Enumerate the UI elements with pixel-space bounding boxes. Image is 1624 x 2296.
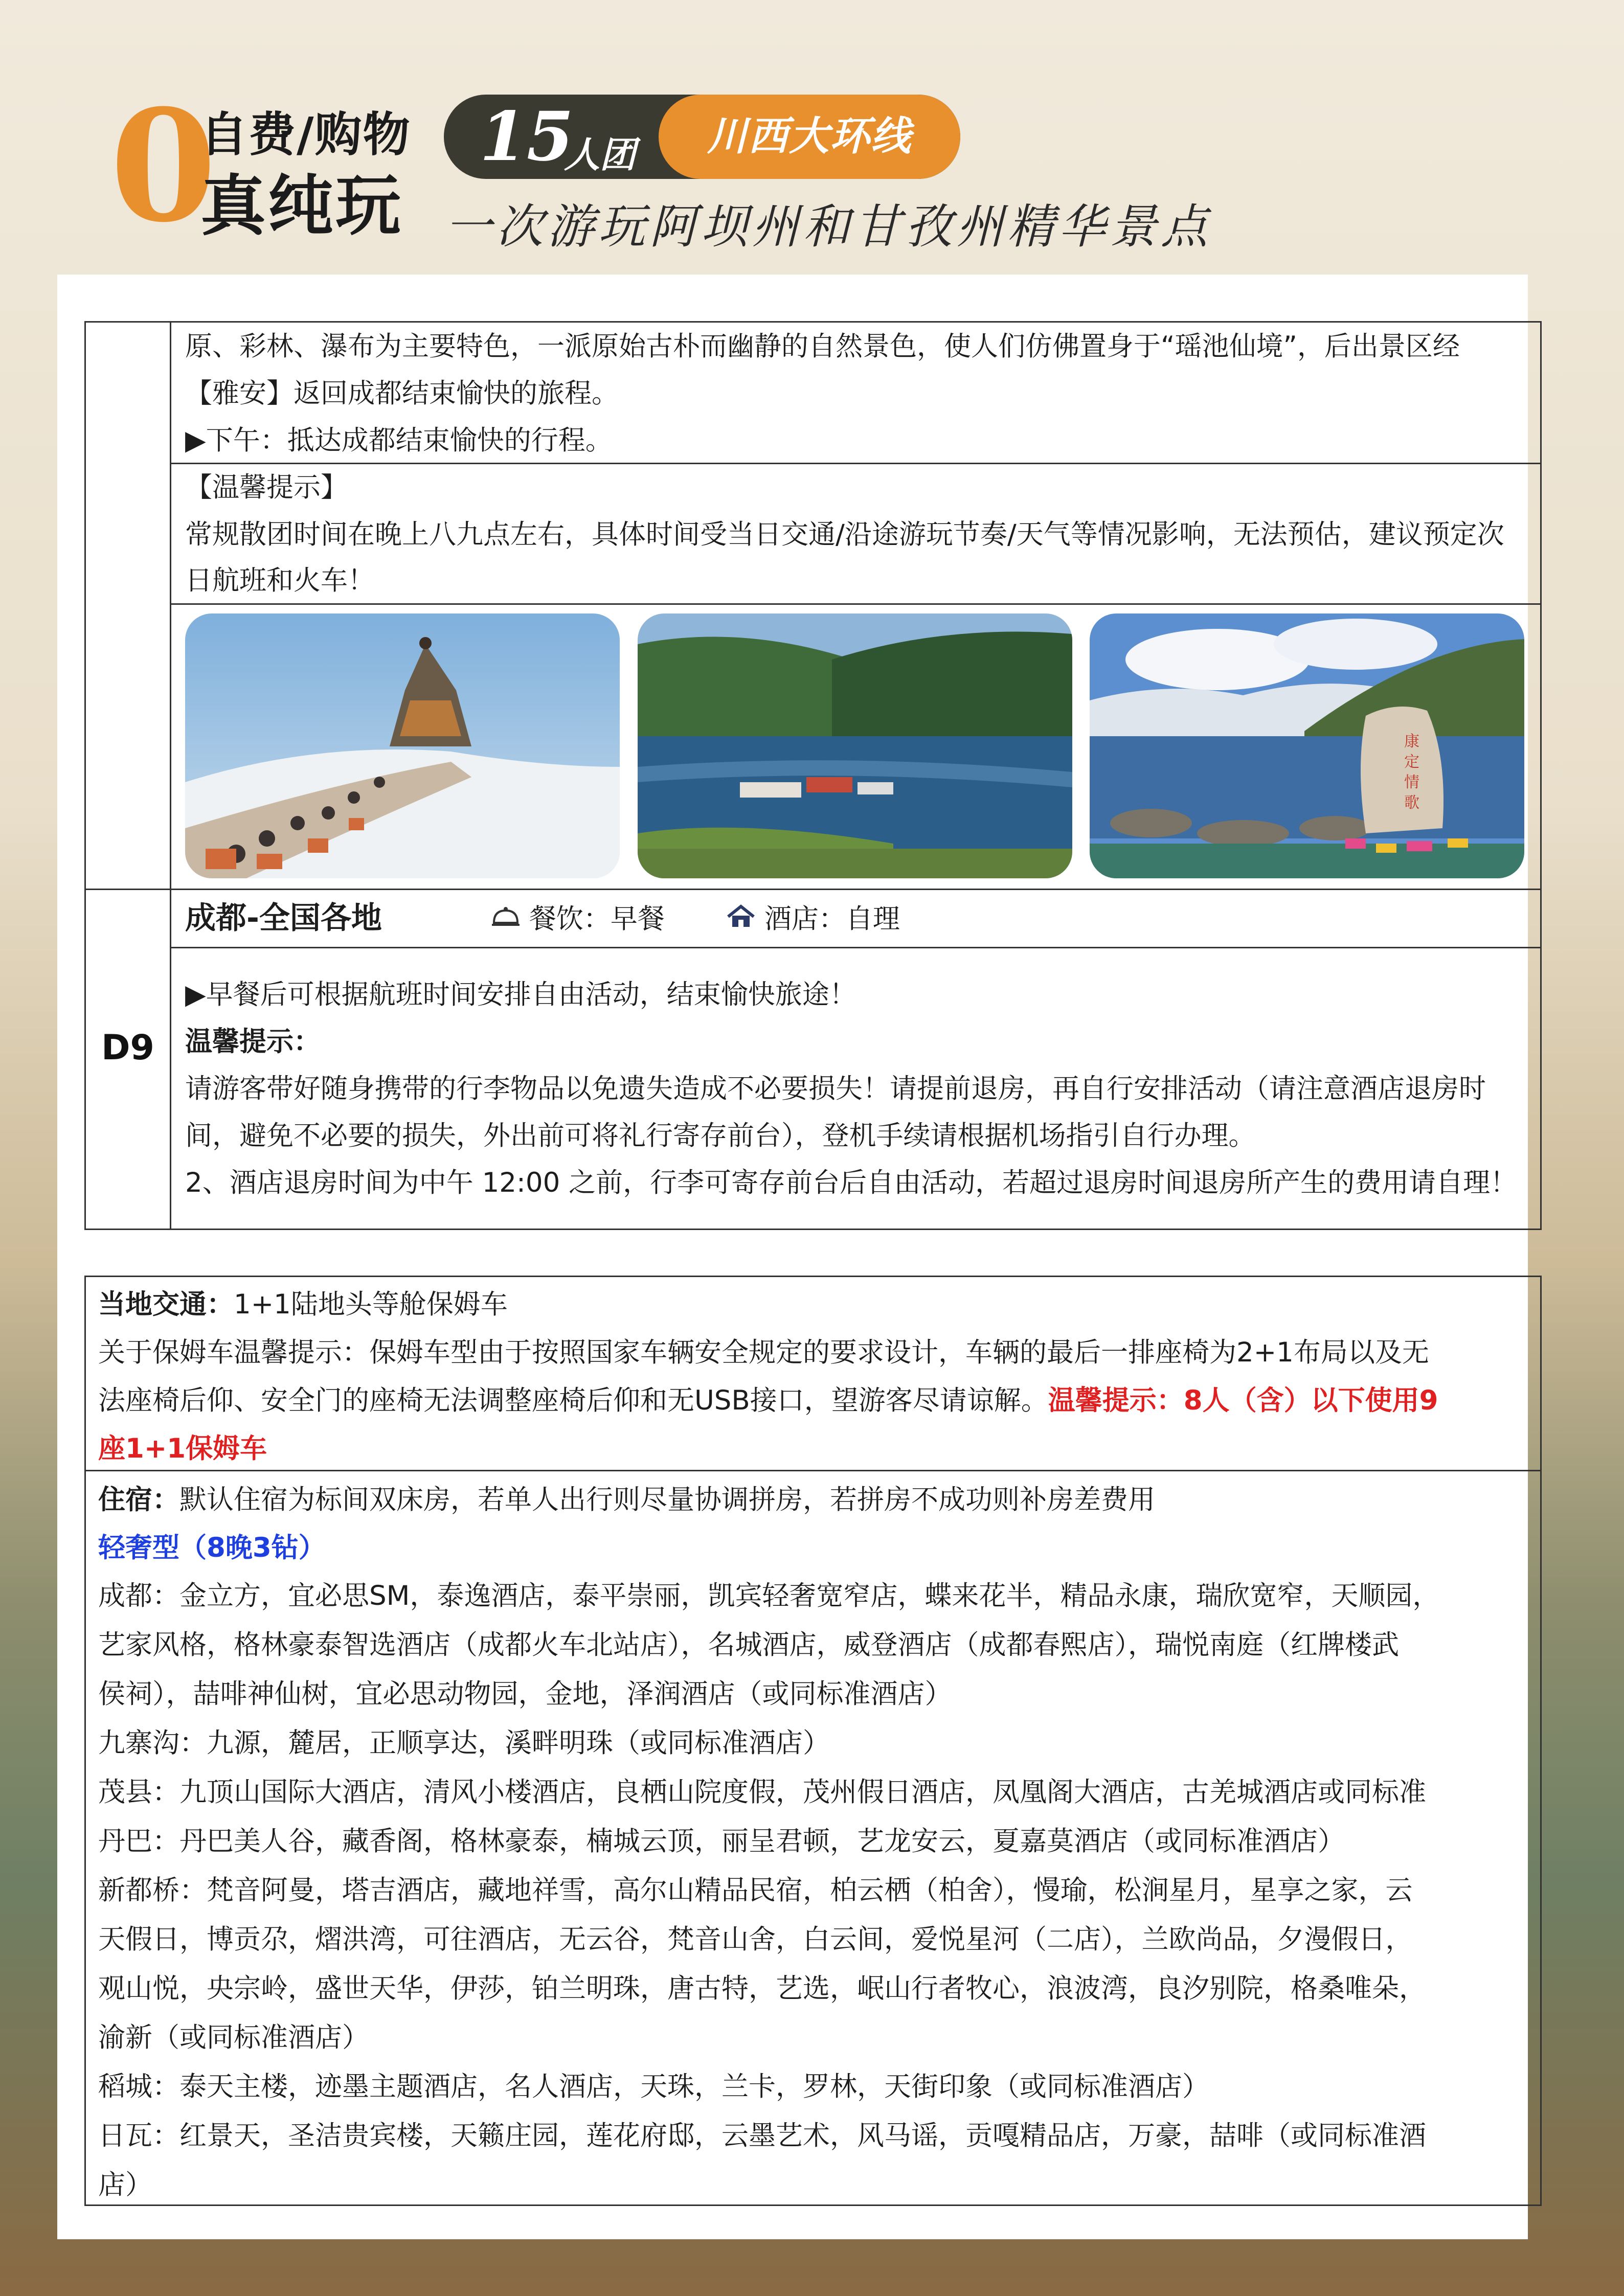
transport-red-tip: 座1+1保姆车: [98, 1433, 267, 1464]
day8-tip-title: 【温馨提示】: [185, 472, 348, 503]
day8-text-line: 原、彩林、瀑布为主要特色，一派原始古朴而幽静的自然景色，使人们仿佛置身于“瑶池仙境”，后出景区经: [185, 331, 1460, 362]
day8-text-line: 【雅安】返回成都结束愉快的旅程。: [185, 378, 619, 409]
transport-note-line: [98, 1377, 1438, 1424]
route-name: 川西大环线: [707, 113, 912, 160]
day8-text-line: ▶下午：抵达成都结束愉快的行程。: [185, 425, 613, 456]
row-divider: [84, 1470, 1542, 1471]
day9-tip-title: 温馨提示：: [185, 1026, 321, 1057]
hotel-label: 住宿：: [98, 1484, 179, 1515]
transport-red-tip: 温馨提示：8人（含）以下使用9: [1048, 1385, 1438, 1416]
transport-note-line: 关于保姆车温馨提示：保姆车型由于按照国家车辆安全规定的要求设计，车辆的最后一排座椅为2+1布局以及无: [98, 1337, 1429, 1368]
group-pill: [444, 95, 960, 179]
day9-meal: [491, 896, 665, 944]
row-divider: [171, 603, 1542, 605]
day8-tip-line: 日航班和火车！: [185, 565, 375, 596]
photo-kangding-lake-stone: [1090, 613, 1524, 878]
stone-carving-char: 康: [1404, 733, 1419, 751]
row-divider: [84, 889, 1542, 890]
house-icon: [726, 897, 756, 944]
row-divider: [171, 947, 1542, 948]
hotel-list-line: 日瓦：红景天，圣洁贵宾楼，天籁庄园，莲花府邸，云墨艺术，风马谣，贡嘎精品店，万豪，喆啡（或同标准酒: [98, 2120, 1426, 2151]
day-label-d9: D9: [101, 1028, 154, 1068]
day9-hotel: [726, 896, 900, 944]
hotel-list-line: 丹巴：丹巴美人谷，藏香阁，格林豪泰，楠城云顶，丽呈君顿，艺龙安云，夏嘉莫酒店（或同标准酒店）: [98, 1826, 1345, 1857]
dish-cover-icon: [491, 897, 521, 944]
hotel-list-line: 稻城：泰天主楼，迹墨主题酒店，名人酒店，天珠，兰卡，罗林，天街印象（或同标准酒店）: [98, 2071, 1209, 2102]
photo-mountain-lake: [638, 613, 1072, 878]
hotel-list-line: 侯祠），喆啡神仙树，宜必思动物园，金地，泽润酒店（或同标准酒店）: [98, 1678, 952, 1710]
day-column: [84, 321, 171, 1230]
day8-tip-line: 常规散团时间在晚上八九点左右，具体时间受当日交通/沿途游玩节奏/天气等情况影响，无法预估，建议预定次: [185, 519, 1504, 550]
hotel-grade: 轻奢型（8晚3钻）: [98, 1532, 326, 1563]
photo-snow-stupa: [185, 613, 620, 878]
transport-value: 1+1陆地头等舱保姆车: [234, 1289, 508, 1320]
header-subtitle: 一次游玩阿坝州和甘孜州精华景点: [445, 199, 1212, 254]
hotel-list-line: 渝新（或同标准酒店）: [98, 2022, 369, 2053]
day9-tip-line: 请游客带好随身携带的行李物品以免遗失造成不必要损失！请提前退房，再自行安排活动（请注意酒店退房时: [185, 1073, 1486, 1104]
page-header: [0, 0, 1624, 276]
hotel-row: [98, 1476, 1155, 1524]
stone-carving-char: 情: [1404, 774, 1419, 791]
stone-carving-char: 定: [1404, 753, 1419, 771]
hotel-list-line: 九寨沟：九源，麓居，正顺享达，溪畔明珠（或同标准酒店）: [98, 1727, 830, 1759]
zero-numeral: 0: [110, 76, 217, 256]
hotel-list-line: 艺家风格，格林豪泰智选酒店（成都火车北站店），名城酒店，威登酒店（成都春熙店），瑞悦南庭（红牌楼武: [98, 1629, 1399, 1661]
hotel-list-line: 成都：金立方，宜必思SM，泰逸酒店，泰平崇丽，凯宾轻奢宽窄店，蝶来花半，精品永康，瑞欣宽窄，天顺园，: [98, 1580, 1440, 1611]
transport-note-text: 法座椅后仰、安全门的座椅无法调整座椅后仰和无USB接口，望游客尽请谅解。: [98, 1385, 1048, 1416]
hotel-list-line: 店）: [98, 2169, 152, 2200]
hotel-list-line: 新都桥：梵音阿曼，塔吉酒店，藏地祥雪，高尔山精品民宿，柏云栖（柏舍），慢瑜，松涧星月，星享之家，云: [98, 1875, 1413, 1906]
group-size-unit: 人团: [564, 134, 636, 176]
hotel-list-line: 天假日，博贡尕，熠洪湾，可往酒店，无云谷，梵音山舍，白云间，爱悦星河（二店），兰欧尚品，夕漫假日，: [98, 1924, 1413, 1955]
day9-tip-line: 间，避免不必要的损失，外出前可将礼行寄存前台），登机手续请根据机场指引自行办理。: [185, 1120, 1256, 1151]
route-pill: [659, 95, 960, 179]
transport-row: [98, 1281, 508, 1328]
transport-label: 当地交通：: [98, 1289, 234, 1320]
day9-title: 成都-全国各地: [185, 900, 382, 936]
stone-carving-char: 歌: [1404, 794, 1419, 812]
hotel-list-line: 茂县：九顶山国际大酒店，清风小楼酒店，良栖山院度假，茂州假日酒店，凤凰阁大酒店，古羌城酒店或同标准: [98, 1777, 1426, 1808]
hotel-list-line: 观山悦，央宗岭，盛世天华，伊莎，铂兰明珠，唐古特，艺选，岷山行者牧心，浪波湾，良汐别院，格桑唯朵，: [98, 1973, 1426, 2004]
group-size-number: 15: [480, 97, 574, 176]
day9-tip-line: 2、酒店退房时间为中午 12:00 之前，行李可寄存前台后自由活动，若超过退房时间退房所产生的费用请自理！: [185, 1167, 1518, 1198]
day9-text-line: ▶早餐后可根据航班时间安排自由活动，结束愉快旅途！: [185, 979, 856, 1010]
meal-text: 餐饮：早餐: [529, 903, 665, 935]
hotel-text: 酒店：自理: [764, 903, 900, 935]
pure-tour-label: 真纯玩: [200, 168, 403, 244]
hotel-value: 默认住宿为标间双床房，若单人出行则尽量协调拼房，若拼房不成功则补房差费用: [179, 1484, 1155, 1515]
no-shopping-label: 自费/购物: [200, 107, 411, 162]
